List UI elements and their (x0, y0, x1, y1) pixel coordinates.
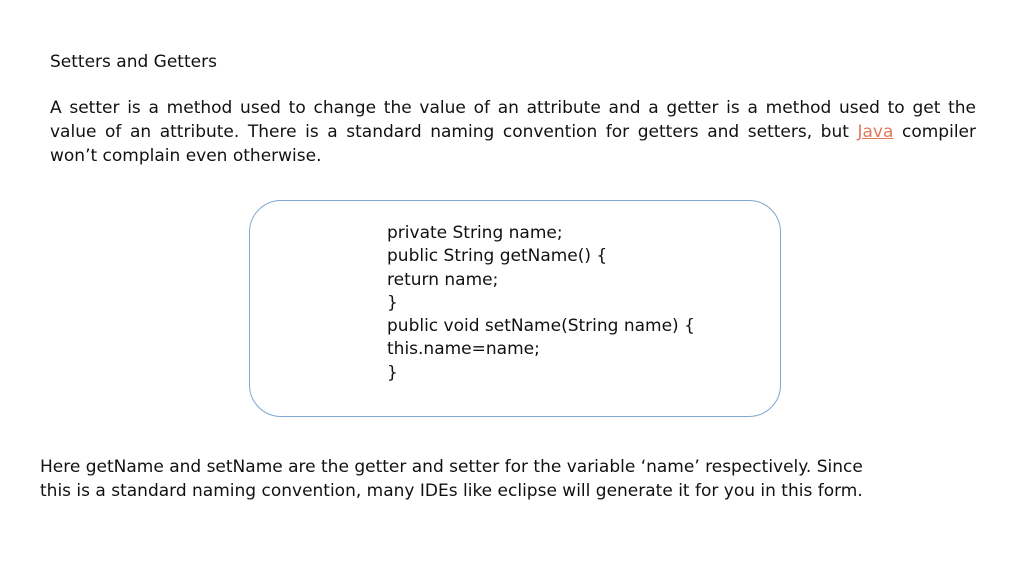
slide-heading: Setters and Getters (50, 52, 217, 72)
code-line: return name; (387, 269, 499, 290)
intro-paragraph (50, 96, 976, 168)
java-link[interactable]: Java (857, 122, 894, 142)
outro-paragraph (40, 455, 980, 503)
code-line: } (387, 362, 398, 383)
code-line: public void setName(String name) { (387, 316, 695, 337)
outro-line: this is a standard naming convention, many IDEs like eclipse will generate it for you in this form. (40, 481, 863, 501)
code-line: private String name; (387, 223, 563, 243)
code-line: public String getName() { (387, 246, 608, 267)
code-line: } (387, 292, 398, 313)
intro-text-after-link: compiler won’t complain even otherwise. (50, 122, 976, 166)
code-box (249, 200, 781, 417)
intro-text-before-link: A setter is a method used to change the value of an attribute and a getter is a method used to get the value of an attribute. There is a standard naming convention for getters and setters, but (50, 98, 976, 142)
code-line: this.name=name; (387, 339, 540, 360)
outro-line: Here getName and setName are the getter and setter for the variable ‘name’ respectively. Since (40, 457, 863, 477)
code-lines (387, 222, 695, 385)
